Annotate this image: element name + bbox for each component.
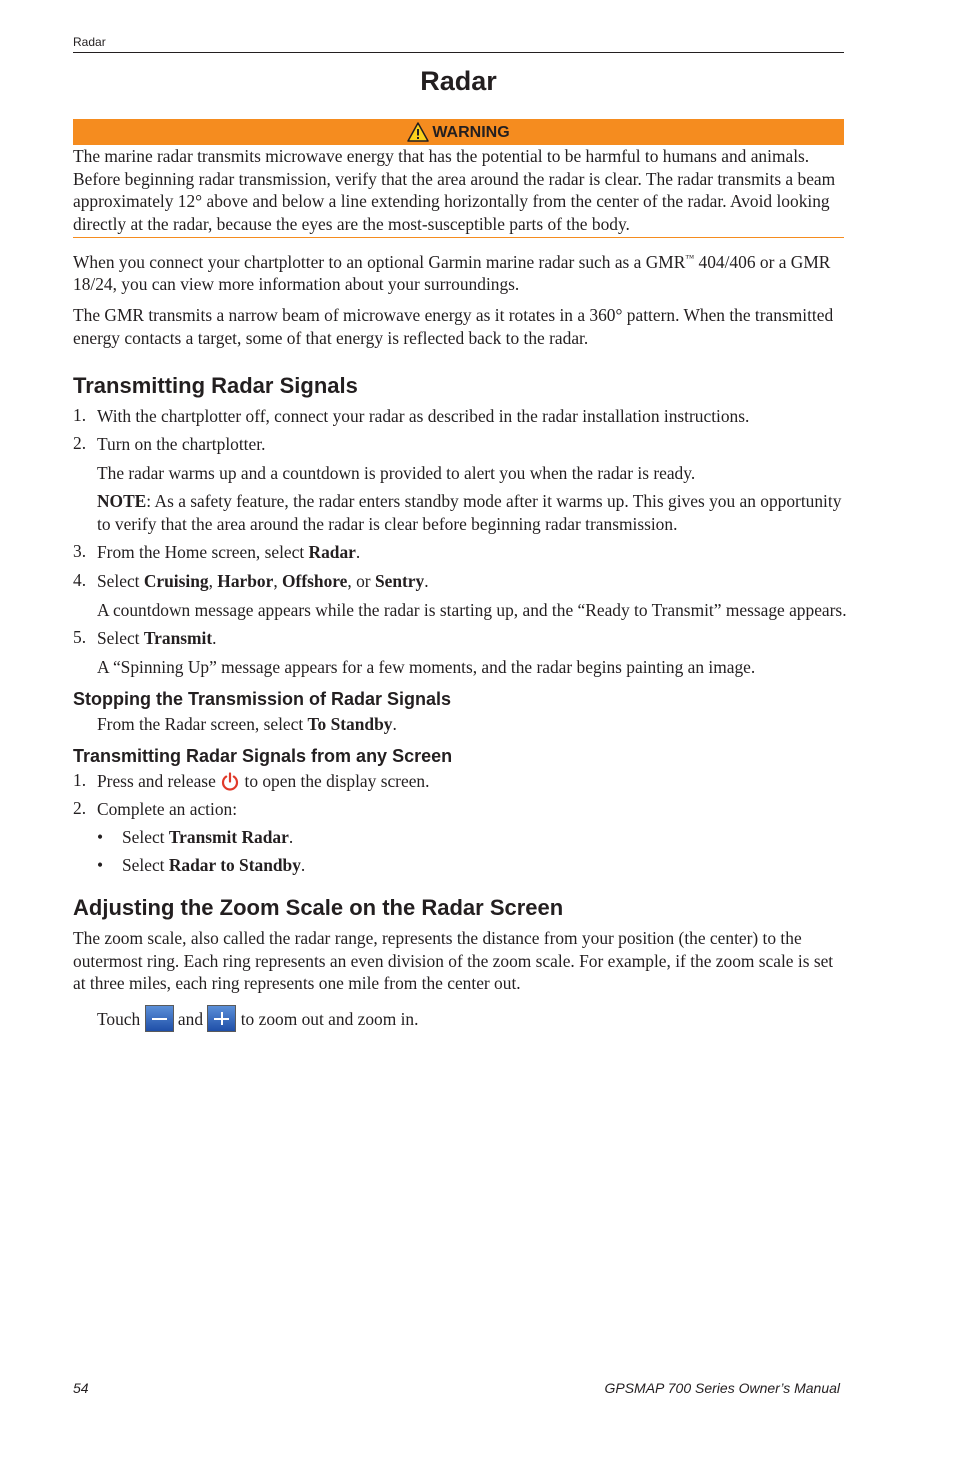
step-text: With the chartplotter off, connect your radar as described in the radar installation instructions. [97, 406, 750, 426]
step-text: Press and release to open the display screen. [97, 770, 849, 798]
step-number: 1. [73, 405, 87, 425]
warning-text: The marine radar transmits microwave energy that has the potential to be harmful to humans and animals. Before beginning radar transmission, verify that the area around the radar is clear. The radar transmits a beam approximately 12° above and below a line extending horizontally from the center of the radar. Avoid looking directly at the radar, because the eyes are the most-susceptible parts of the body. [73, 146, 836, 234]
minus-icon [145, 1005, 174, 1032]
step-note: A “Spinning Up” message appears for a few moments, and the radar begins painting an image. [97, 657, 756, 677]
bullet-text: Select Transmit Radar. [122, 827, 294, 847]
step-number: 2. [73, 433, 87, 453]
zoom-instruction: Touch and to zoom out and zoom in. [97, 1005, 849, 1032]
bullet-marker: • [97, 827, 104, 847]
step-number: 2. [73, 798, 87, 818]
step-number: 3. [73, 541, 87, 561]
warning-triangle-icon [407, 122, 429, 142]
power-icon [220, 772, 240, 798]
step-text: Complete an action: [97, 799, 238, 819]
warning-banner [73, 119, 844, 145]
trademark-symbol: ™ [685, 253, 695, 263]
intro-paragraph-1: When you connect your chartplotter to an optional Garmin marine radar such as a GMR™ 404/406 or a GMR 18/24, you can view more information about your surroundings. [73, 251, 831, 295]
manual-title: GPSMAP 700 Series Owner’s Manual [604, 1380, 840, 1396]
step-text: Select Cruising, Harbor, Offshore, or Sentry. [97, 571, 429, 591]
step-number: 1. [73, 770, 87, 790]
step-text: Select Transmit. [97, 628, 217, 648]
plus-icon [207, 1005, 236, 1032]
note-label: NOTE [97, 491, 147, 511]
bullet-text: Select Radar to Standby. [122, 855, 306, 875]
step-note: A countdown message appears while the radar is starting up, and the “Ready to Transmit” message appears. [97, 600, 847, 620]
bullet-marker: • [97, 855, 104, 875]
note-paragraph: NOTE: As a safety feature, the radar enters standby mode after it warms up. This gives you an opportunity to verify that the area around the radar is clear before beginning radar transmission. [97, 491, 842, 534]
stopping-text: From the Radar screen, select To Standby. [97, 714, 397, 734]
step-note: The radar warms up and a countdown is provided to alert you when the radar is ready. [97, 463, 696, 483]
page-title: Radar [420, 66, 497, 96]
running-header: Radar [73, 35, 106, 49]
step-number: 4. [73, 570, 87, 590]
warning-rule [73, 237, 844, 238]
zoom-paragraph: The zoom scale, also called the radar range, represents the distance from your position (the center) to the outermost ring. Each ring represents an even division of the zoom scale. For example, if the zoom scale is set at three miles, each ring represents one mile from the center out. [73, 928, 834, 993]
header-rule [73, 52, 844, 53]
section-heading-zoom: Adjusting the Zoom Scale on the Radar Screen [73, 895, 564, 920]
page-number: 54 [73, 1380, 89, 1396]
subsection-heading-stopping: Stopping the Transmission of Radar Signals [73, 689, 452, 709]
step-number: 5. [73, 627, 87, 647]
step-text: From the Home screen, select Radar. [97, 542, 361, 562]
subsection-heading-any-screen: Transmitting Radar Signals from any Screen [73, 746, 453, 766]
warning-label: WARNING [432, 124, 510, 141]
section-heading-transmitting: Transmitting Radar Signals [73, 373, 358, 398]
intro-paragraph-2: The GMR transmits a narrow beam of microwave energy as it rotates in a 360° pattern. When the transmitted energy contacts a target, some of that energy is reflected back to the radar. [73, 305, 834, 348]
step-text: Turn on the chartplotter. [97, 434, 266, 454]
